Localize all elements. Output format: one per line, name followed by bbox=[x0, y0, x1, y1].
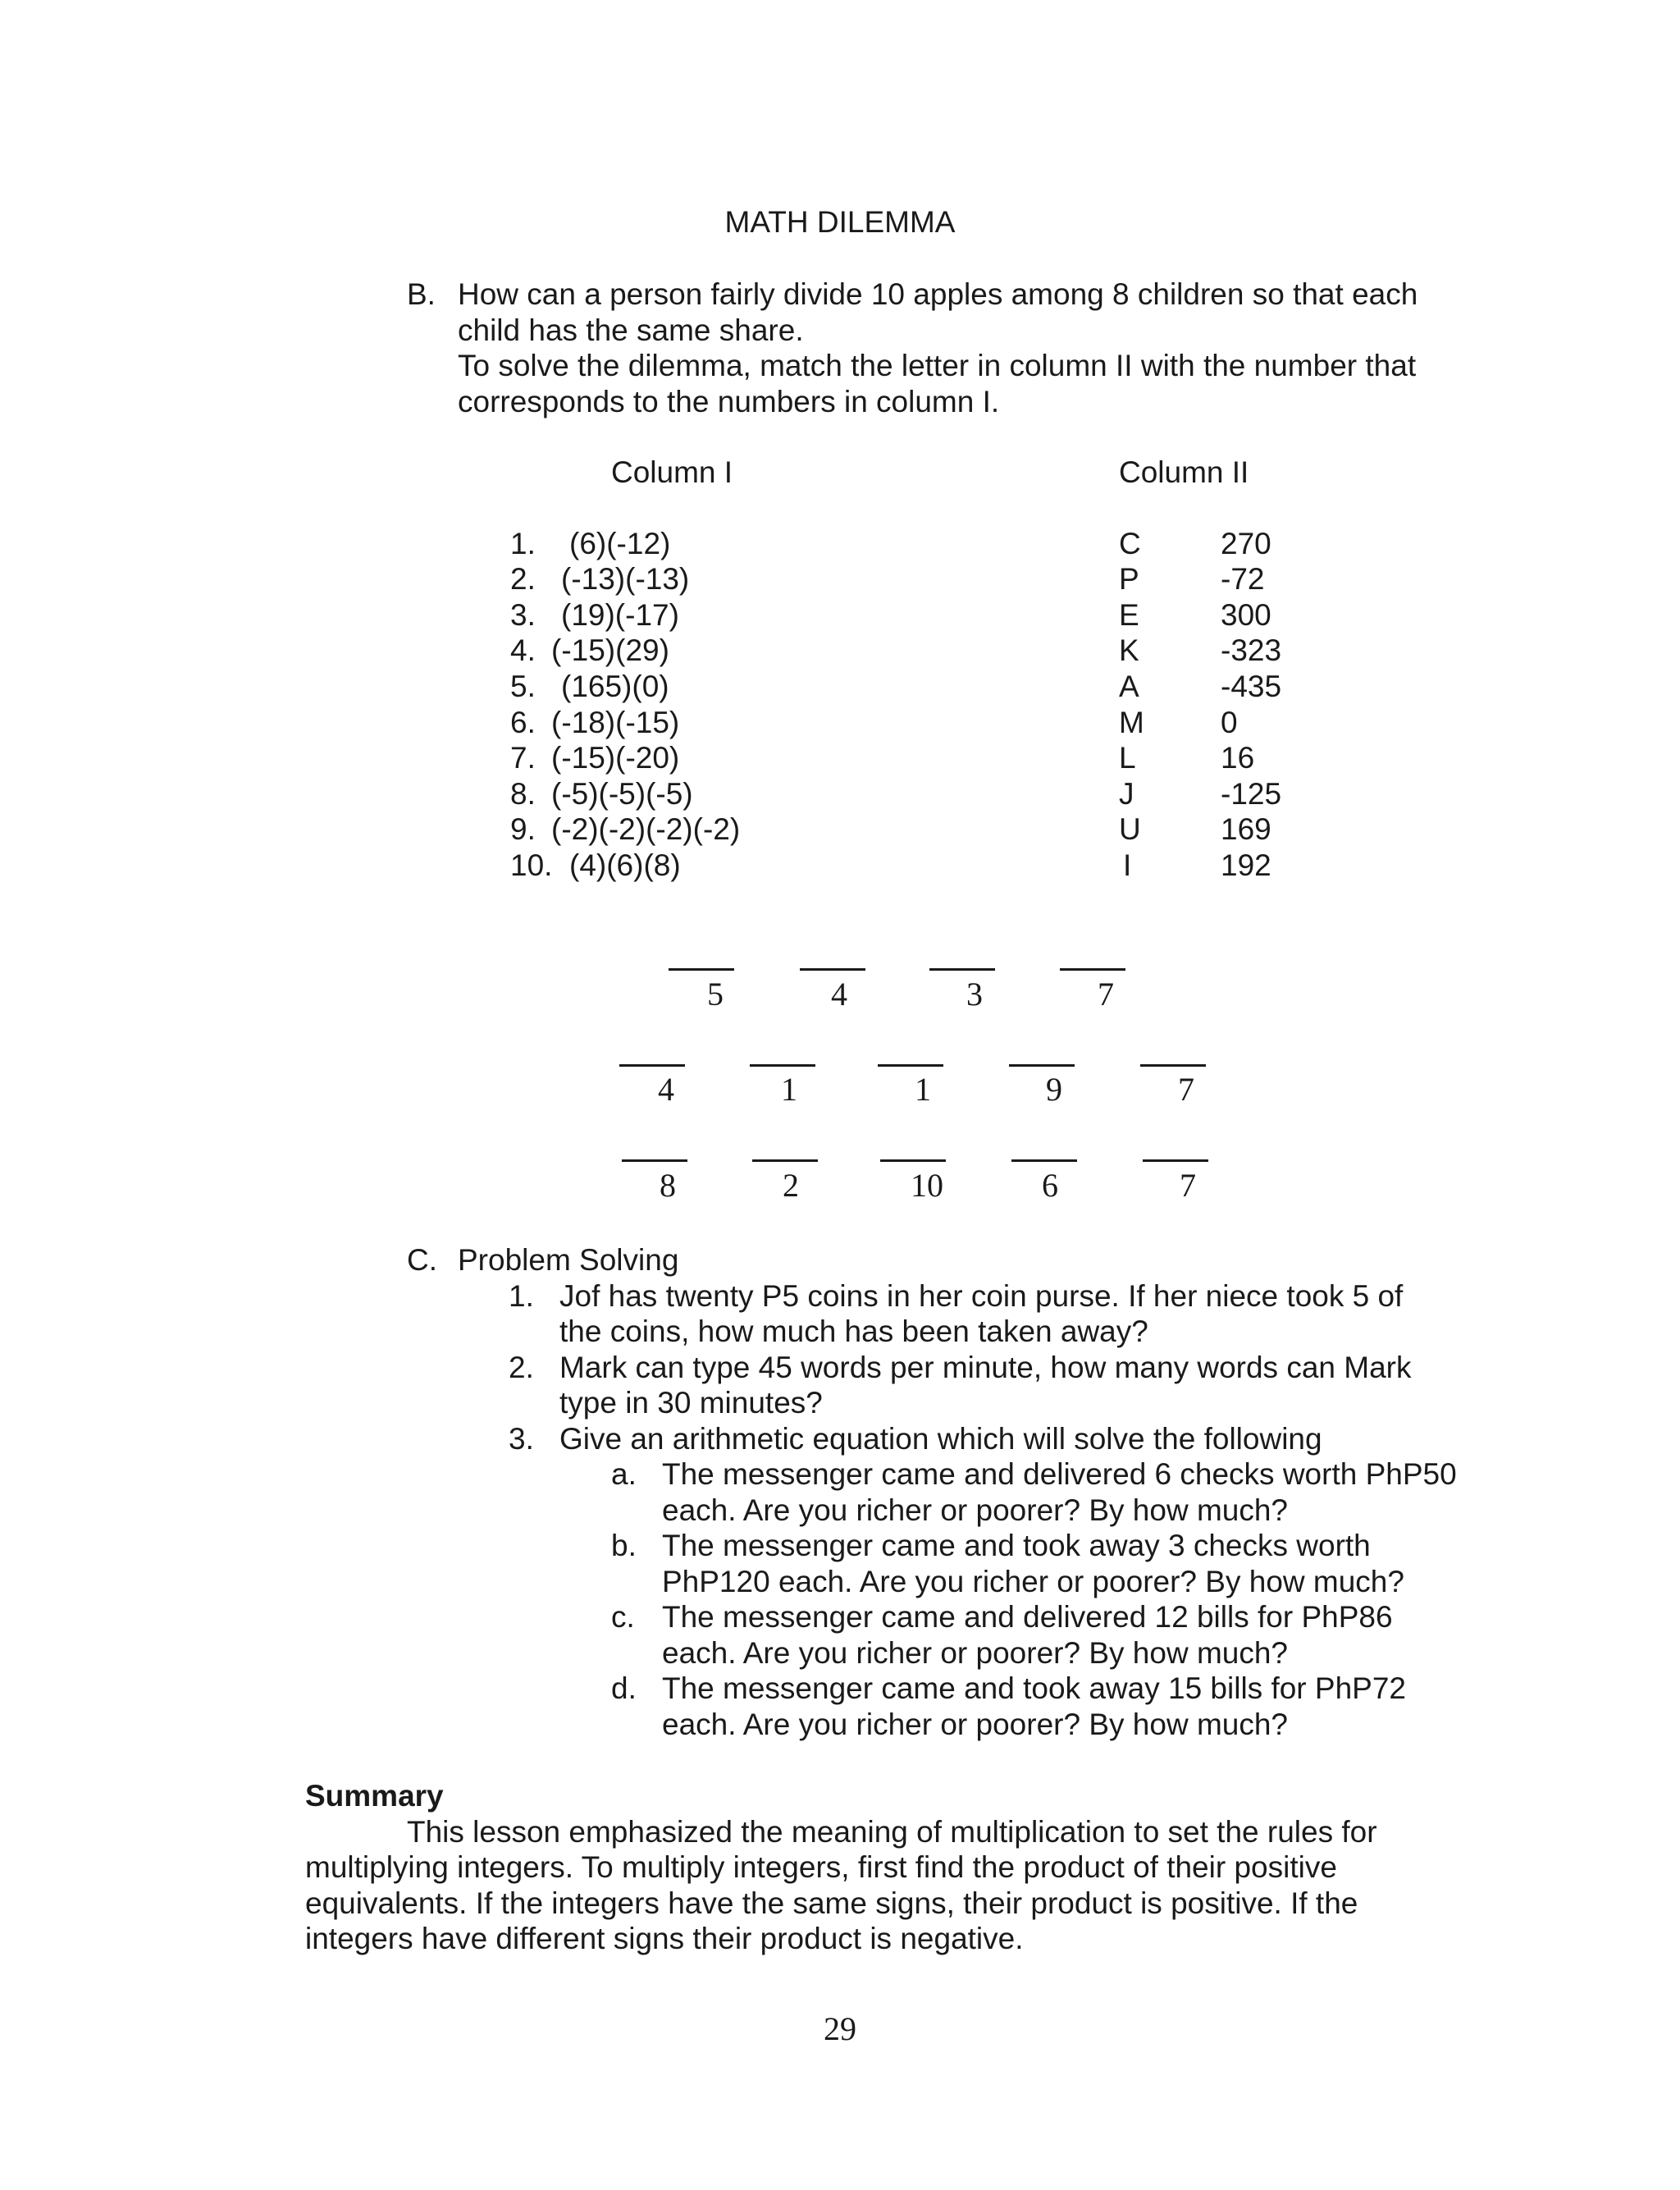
column-1-expr: (165)(0) bbox=[561, 670, 669, 703]
column-2-letter: J bbox=[1119, 777, 1134, 811]
answer-blank-line[interactable] bbox=[878, 1064, 943, 1067]
column-2-letter: U bbox=[1119, 812, 1141, 846]
problem-line: Mark can type 45 words per minute, how many words can Mark bbox=[559, 1351, 1412, 1384]
column-1-expr: (19)(-17) bbox=[561, 598, 679, 632]
problem-line: Give an arithmetic equation which will solve the following bbox=[559, 1422, 1322, 1456]
answer-blank-line[interactable] bbox=[622, 1159, 687, 1162]
problem-line: type in 30 minutes? bbox=[559, 1386, 823, 1420]
answer-blank-line[interactable] bbox=[800, 968, 865, 971]
answer-blank-number: 10 bbox=[911, 1167, 943, 1204]
answer-blank-line[interactable] bbox=[669, 968, 734, 971]
answer-blank-number: 5 bbox=[707, 976, 724, 1013]
answer-blank-line[interactable] bbox=[929, 968, 995, 971]
column-2-value: -435 bbox=[1221, 670, 1282, 703]
column-1-num: 7. bbox=[510, 741, 536, 775]
subproblem-letter: c. bbox=[611, 1600, 635, 1634]
section-c-heading: Problem Solving bbox=[458, 1243, 679, 1277]
column-2-value: 270 bbox=[1221, 527, 1271, 560]
column-2-letter: A bbox=[1119, 670, 1139, 703]
subproblem-letter: b. bbox=[611, 1529, 637, 1562]
column-2-letter: I bbox=[1123, 848, 1132, 882]
answer-blank-line[interactable] bbox=[750, 1064, 815, 1067]
answer-blank-number: 9 bbox=[1046, 1071, 1062, 1108]
column-2-letter: M bbox=[1119, 706, 1144, 739]
subproblem-line: The messenger came and delivered 6 checks worth PhP50 bbox=[662, 1457, 1457, 1491]
column-2-value: -72 bbox=[1221, 562, 1265, 596]
section-c-label: C. bbox=[407, 1243, 437, 1277]
column-2-letter: K bbox=[1119, 633, 1139, 667]
column-1-num: 1. bbox=[510, 527, 536, 560]
column-1-expr: (6)(-12) bbox=[569, 527, 671, 560]
subproblem-line: each. Are you richer or poorer? By how much? bbox=[662, 1636, 1288, 1670]
summary-heading: Summary bbox=[305, 1779, 444, 1813]
column-1-num: 5. bbox=[510, 670, 536, 703]
subproblem-line: The messenger came and took away 3 checks worth bbox=[662, 1529, 1371, 1562]
column-1-expr: (-2)(-2)(-2)(-2) bbox=[551, 812, 741, 846]
answer-blank-number: 6 bbox=[1042, 1167, 1058, 1204]
section-b-line: corresponds to the numbers in column I. bbox=[458, 385, 1000, 418]
column-2-value: 16 bbox=[1221, 741, 1255, 775]
answer-blank-number: 4 bbox=[658, 1071, 674, 1108]
answer-blank-line[interactable] bbox=[619, 1064, 685, 1067]
column-1-num: 10. bbox=[510, 848, 553, 882]
column-1-header: Column I bbox=[611, 455, 733, 489]
section-b-label: B. bbox=[407, 277, 436, 311]
subproblem-line: each. Are you richer or poorer? By how much? bbox=[662, 1708, 1288, 1741]
page-title: MATH DILEMMA bbox=[724, 205, 956, 239]
problem-line: Jof has twenty P5 coins in her coin purse. If her niece took 5 of bbox=[559, 1279, 1404, 1313]
answer-blank-line[interactable] bbox=[1060, 968, 1125, 971]
page-number: 29 bbox=[824, 2010, 856, 2047]
answer-blank-number: 8 bbox=[660, 1167, 676, 1204]
problem-number: 1. bbox=[509, 1279, 534, 1313]
summary-line: multiplying integers. To multiply integers, first find the product of their positive bbox=[305, 1850, 1337, 1884]
answer-blank-number: 3 bbox=[966, 976, 983, 1013]
subproblem-line: The messenger came and delivered 12 bills for PhP86 bbox=[662, 1600, 1393, 1634]
column-2-letter: C bbox=[1119, 527, 1141, 560]
answer-blank-number: 7 bbox=[1178, 1071, 1194, 1108]
section-b-line: child has the same share. bbox=[458, 313, 804, 347]
subproblem-line: The messenger came and took away 15 bills for PhP72 bbox=[662, 1671, 1406, 1705]
summary-line: equivalents. If the integers have the same signs, their product is positive. If the bbox=[305, 1886, 1358, 1920]
column-1-num: 3. bbox=[510, 598, 536, 632]
column-1-expr: (-18)(-15) bbox=[551, 706, 680, 739]
section-b-line: To solve the dilemma, match the letter in column II with the number that bbox=[458, 349, 1417, 382]
answer-blank-number: 7 bbox=[1180, 1167, 1196, 1204]
column-1-expr: (4)(6)(8) bbox=[569, 848, 681, 882]
answer-blank-line[interactable] bbox=[752, 1159, 818, 1162]
column-2-value: 300 bbox=[1221, 598, 1271, 632]
problem-number: 3. bbox=[509, 1422, 534, 1456]
answer-blank-number: 1 bbox=[915, 1071, 931, 1108]
column-1-num: 9. bbox=[510, 812, 536, 846]
column-1-expr: (-5)(-5)(-5) bbox=[551, 777, 693, 811]
column-2-header: Column II bbox=[1119, 455, 1249, 489]
column-2-letter: L bbox=[1119, 741, 1136, 775]
column-2-value: -125 bbox=[1221, 777, 1282, 811]
summary-line: This lesson emphasized the meaning of multiplication to set the rules for bbox=[407, 1815, 1377, 1849]
summary-line: integers have different signs their product is negative. bbox=[305, 1922, 1024, 1955]
answer-blank-number: 2 bbox=[783, 1167, 799, 1204]
column-1-expr: (-15)(29) bbox=[551, 633, 669, 667]
column-1-num: 8. bbox=[510, 777, 536, 811]
column-1-expr: (-13)(-13) bbox=[561, 562, 690, 596]
column-2-value: 169 bbox=[1221, 812, 1271, 846]
answer-blank-number: 7 bbox=[1098, 976, 1114, 1013]
column-2-value: -323 bbox=[1221, 633, 1282, 667]
problem-line: the coins, how much has been taken away? bbox=[559, 1314, 1148, 1348]
column-2-value: 192 bbox=[1221, 848, 1271, 882]
subproblem-letter: a. bbox=[611, 1457, 637, 1491]
answer-blank-line[interactable] bbox=[1009, 1064, 1075, 1067]
column-1-num: 2. bbox=[510, 562, 536, 596]
answer-blank-line[interactable] bbox=[1143, 1159, 1208, 1162]
subproblem-line: each. Are you richer or poorer? By how much? bbox=[662, 1493, 1288, 1527]
answer-blank-line[interactable] bbox=[1011, 1159, 1077, 1162]
problem-number: 2. bbox=[509, 1351, 534, 1384]
answer-blank-number: 4 bbox=[831, 976, 847, 1013]
section-b-line: How can a person fairly divide 10 apples among 8 children so that each bbox=[458, 277, 1418, 311]
column-1-num: 4. bbox=[510, 633, 536, 667]
column-2-letter: E bbox=[1119, 598, 1139, 632]
answer-blank-line[interactable] bbox=[880, 1159, 946, 1162]
column-1-num: 6. bbox=[510, 706, 536, 739]
answer-blank-number: 1 bbox=[781, 1071, 797, 1108]
column-2-value: 0 bbox=[1221, 706, 1238, 739]
column-2-letter: P bbox=[1119, 562, 1139, 596]
subproblem-line: PhP120 each. Are you richer or poorer? By how much? bbox=[662, 1565, 1404, 1598]
column-1-expr: (-15)(-20) bbox=[551, 741, 680, 775]
answer-blank-line[interactable] bbox=[1140, 1064, 1206, 1067]
subproblem-letter: d. bbox=[611, 1671, 637, 1705]
